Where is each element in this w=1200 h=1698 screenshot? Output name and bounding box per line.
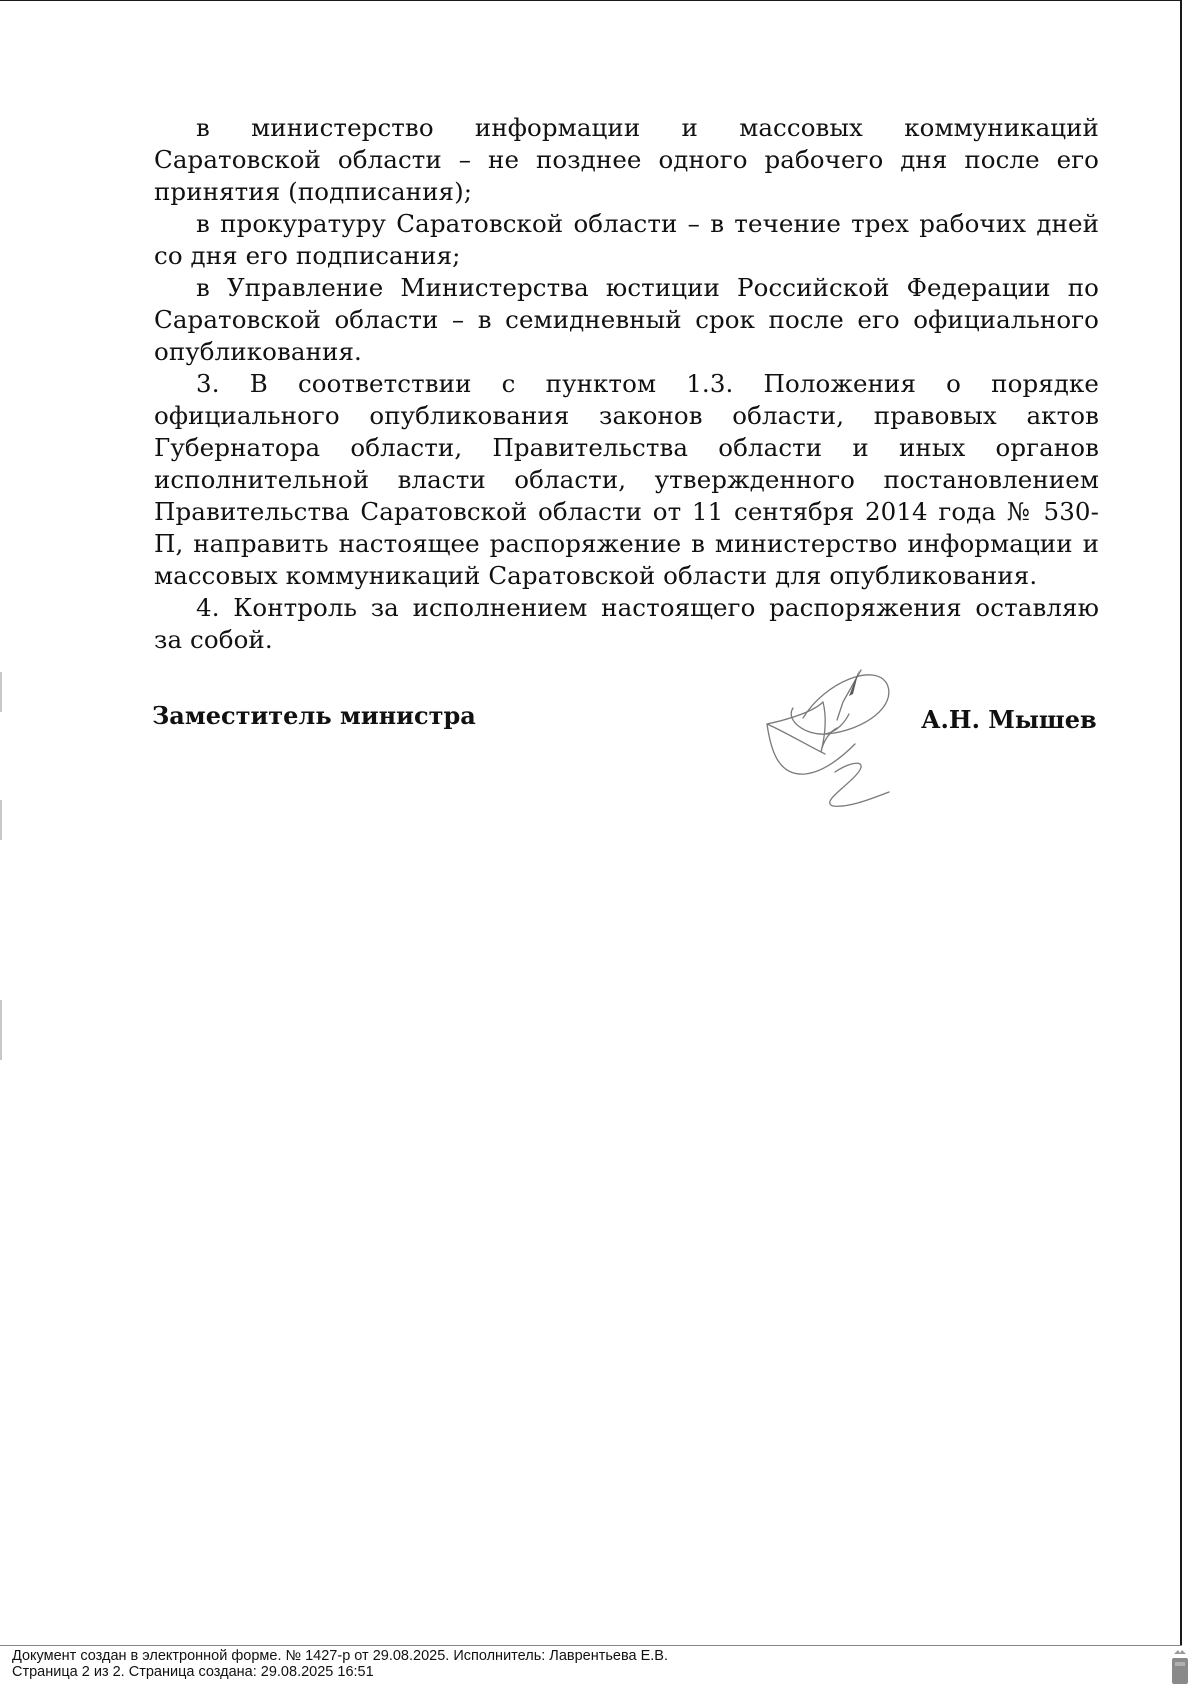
paragraph-item-4: 4. Контроль за исполнением настоящего распоряжения оставляю за собой. — [154, 593, 1099, 654]
scan-edge-mark — [0, 1000, 2, 1060]
paragraph-ministry-info: в министерство информации и массовых коммуникаций Саратовской области – не позднее одного рабочего дня после его принятия (подписания); — [154, 113, 1099, 206]
scan-edge-mark — [0, 672, 2, 712]
paragraph-prosecutor: в прокуратуру Саратовской области – в течение трех рабочих дней со дня его подписания; — [154, 209, 1099, 270]
signatory-name: А.Н. Мышев — [921, 705, 1097, 734]
paragraph-item-3: 3. В соответствии с пунктом 1.3. Положения о порядке официального опубликования законов области, правовых актов Губернатора области, Правительства области и иных органов исполнительной власти области, утвержденного постановлением Правительства Саратовской области от 11 сентября 2014 года № 530-П, направить настоящее распоряжение в министерство информации и массовых коммуникаций Саратовской области для опубликования. — [154, 369, 1099, 590]
signatory-title: Заместитель министра — [152, 701, 476, 730]
scan-edge-mark — [0, 800, 2, 840]
document-body — [154, 112, 1099, 656]
document-footer — [12, 1648, 668, 1680]
coat-of-arms-icon — [1170, 1648, 1190, 1686]
footer-divider — [0, 1645, 1182, 1646]
footer-page-info: Страница 2 из 2. Страница создана: 29.08.2025 16:51 — [12, 1664, 374, 1680]
signature-icon — [765, 662, 905, 812]
footer-document-info: Документ создан в электронной форме. № 1427-р от 29.08.2025. Исполнитель: Лаврентьева Е.В. — [12, 1648, 669, 1664]
paragraph-justice-ministry: в Управление Министерства юстиции Российской Федерации по Саратовской области – в семидневный срок после его официального опубликования. — [154, 273, 1099, 366]
